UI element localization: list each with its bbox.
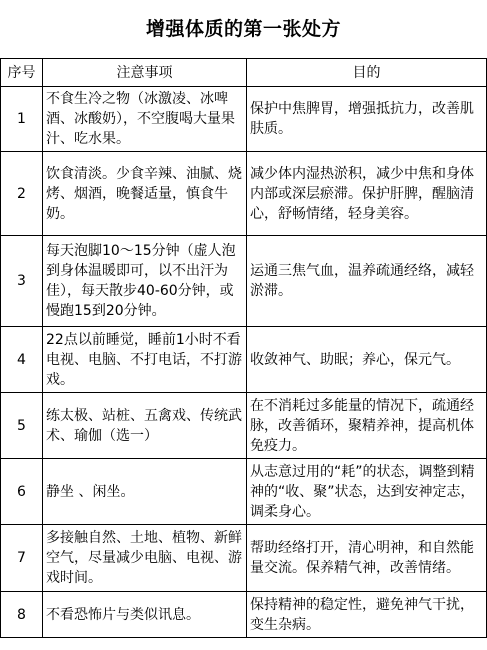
prescription-table [0,58,487,638]
row-purpose: 运通三焦气血，温养疏通经络，减轻淤滞。 [247,236,487,327]
row-purpose: 保持精神的稳定性，避免神气干扰，变生杂病。 [247,592,487,638]
table-row [1,592,487,638]
row-notes: 不看恐怖片与类似讯息。 [43,592,247,638]
row-notes: 22点以前睡觉，睡前1小时不看电视、电脑、不打电话，不打游戏。 [43,327,247,393]
row-purpose: 帮助经络打开，清心明神，和自然能量交流。保养精气神，改善情绪。 [247,525,487,592]
row-number: 5 [1,393,43,459]
header-number: 序号 [1,59,43,87]
row-notes: 每天泡脚10～15分钟（虚人泡到身体温暖即可，以不出汗为佳），每天散步40-60分钟，或慢跑15到20分钟。 [43,236,247,327]
row-purpose: 保护中焦脾胃，增强抵抗力，改善肌肤质。 [247,87,487,152]
table-row [1,236,487,327]
row-purpose: 收敛神气、助眠；养心，保元气。 [247,327,487,393]
header-purpose: 目的 [247,59,487,87]
row-notes: 练太极、站桩、五禽戏、传统武术、瑜伽（选一） [43,393,247,459]
header-notes: 注意事项 [43,59,247,87]
table-row [1,327,487,393]
row-notes: 多接触自然、土地、植物、新鲜空气，尽量减少电脑、电视、游戏时间。 [43,525,247,592]
table-row [1,87,487,152]
row-notes: 不食生冷之物（冰激凌、冰啤酒、冰酸奶），不空腹喝大量果汁、吃水果。 [43,87,247,152]
table-row [1,393,487,459]
row-purpose: 在不消耗过多能量的情况下，疏通经脉，改善循环，聚精养神，提高机体免疫力。 [247,393,487,459]
row-purpose: 减少体内湿热淤积，减少中焦和身体内部或深层瘀滞。保护肝脾，醒脑清心，舒畅情绪，轻身美容。 [247,152,487,236]
row-number: 6 [1,459,43,525]
row-number: 3 [1,236,43,327]
row-number: 4 [1,327,43,393]
row-notes: 静坐 、闲坐。 [43,459,247,525]
row-number: 8 [1,592,43,638]
document-title: 增强体质的第一张处方 [145,18,341,40]
table-row [1,152,487,236]
row-purpose: 从志意过用的“耗”的状态，调整到精神的“收、聚”状态，达到安神定志，调柔身心。 [247,459,487,525]
row-number: 1 [1,87,43,152]
row-notes: 饮食清淡。少食辛辣、油腻、烧烤、烟酒，晚餐适量，慎食牛奶。 [43,152,247,236]
row-number: 2 [1,152,43,236]
table-row [1,525,487,592]
table-row [1,459,487,525]
row-number: 7 [1,525,43,592]
table-header-row [1,59,487,87]
